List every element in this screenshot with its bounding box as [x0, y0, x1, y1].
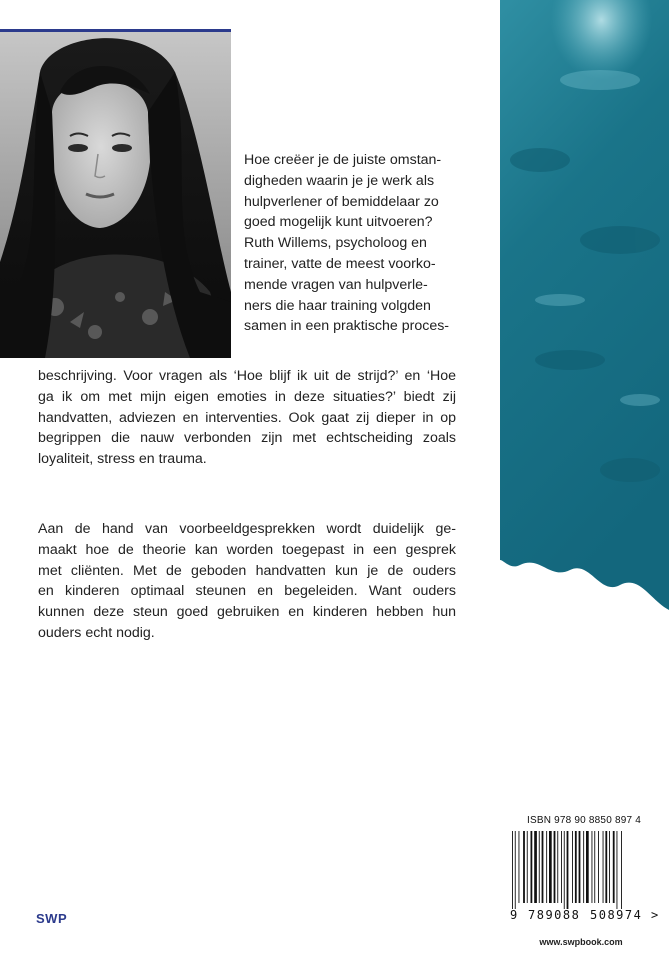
barcode-bar — [609, 831, 610, 903]
author-portrait-icon — [0, 32, 231, 358]
text-line: en kinderen optimaal steunen en begeleiden. Want ouders — [38, 583, 456, 600]
barcode-bar — [598, 831, 599, 903]
text-line: digheden waarin je je werk als — [244, 172, 435, 189]
publisher-website: www.swpbook.com — [539, 937, 623, 947]
text-line: maakt hoe de theorie kan worden toegepast in een gesprek — [38, 541, 456, 558]
barcode-bar — [583, 831, 584, 903]
text-line: Ruth Willems, psycholoog en — [244, 235, 427, 252]
barcode-bar — [561, 831, 562, 903]
barcode-bar — [564, 831, 565, 909]
barcode-icon — [510, 831, 650, 909]
barcode-bar — [621, 831, 622, 909]
barcode-bar — [523, 831, 525, 903]
barcode-arrow: > — [651, 908, 659, 922]
text-line: trainer, vatte de meest voorko- — [244, 255, 436, 272]
barcode-bar — [549, 831, 552, 903]
barcode-bar — [546, 831, 547, 903]
text-line: kunnen deze steun goed gebruiken en kinderen hebben hun — [38, 604, 456, 621]
barcode-bar — [534, 831, 537, 903]
barcode-bar — [542, 831, 544, 903]
paragraph-2 — [38, 519, 456, 644]
barcode-bar — [531, 831, 533, 903]
isbn-label: ISBN 978 90 8850 897 4 — [527, 815, 641, 826]
text-line: Hoe creëer je de juiste omstan- — [244, 152, 442, 168]
text-line: hulpverlener of bemiddelaar zo — [244, 193, 439, 210]
barcode-bar — [519, 831, 520, 903]
barcode-bar — [617, 831, 618, 909]
text-line: ners die haar training volgden — [244, 297, 431, 314]
barcode-bar — [586, 831, 589, 903]
barcode-bar — [613, 831, 615, 903]
barcode-digit-group-1: 789088 — [528, 908, 581, 922]
barcode-bar — [557, 831, 558, 903]
text-line: met cliënten. Met de geboden handvatten kun je de ouders — [38, 562, 456, 579]
barcode-bar — [579, 831, 581, 903]
barcode-bar — [554, 831, 556, 903]
barcode-bar — [603, 831, 604, 903]
barcode-bar — [527, 831, 528, 903]
author-photo — [0, 32, 231, 358]
watercolor-teal-swatch-icon — [500, 0, 669, 620]
paragraph-1 — [38, 366, 456, 470]
watercolor-decoration — [500, 0, 669, 620]
barcode-digit-group-2: 508974 — [590, 908, 643, 922]
barcode-bar — [605, 831, 607, 903]
barcode-bar — [592, 831, 593, 903]
publisher-logo: SWP — [36, 911, 68, 926]
text-line: handvatten, adviezen en interventies. Ook gaat zij dieper in op — [38, 409, 456, 426]
text-line: Aan de hand van voorbeeldgesprekken wordt duidelijk ge- — [38, 521, 456, 537]
text-line: ga ik om met mijn eigen emoties in deze situaties?’ biedt zij — [38, 388, 456, 405]
barcode-bar — [539, 831, 540, 903]
barcode-bar — [567, 831, 569, 909]
text-line: mende vragen van hulpverle- — [244, 276, 428, 293]
barcode-digit-first: 9 — [510, 908, 518, 922]
barcode-bar — [575, 831, 577, 903]
barcode-bar — [515, 831, 516, 909]
barcode-bar — [594, 831, 595, 903]
barcode-digits — [508, 908, 660, 924]
text-line: begrippen die nauw verbonden zijn met echtscheiding zoals — [38, 430, 456, 447]
intro-paragraph — [244, 150, 458, 337]
text-line: beschrijving. Voor vragen als ‘Hoe blijf ik uit de strijd?’ en ‘Hoe — [38, 368, 456, 384]
barcode-bar — [512, 831, 513, 909]
text-line: loyaliteit, stress en trauma. — [38, 451, 207, 468]
barcode-bar — [572, 831, 573, 903]
text-line: ouders echt nodig. — [38, 624, 155, 641]
text-line: samen in een praktische proces- — [244, 318, 450, 335]
text-line: goed mogelijk kunt uitvoeren? — [244, 214, 433, 231]
